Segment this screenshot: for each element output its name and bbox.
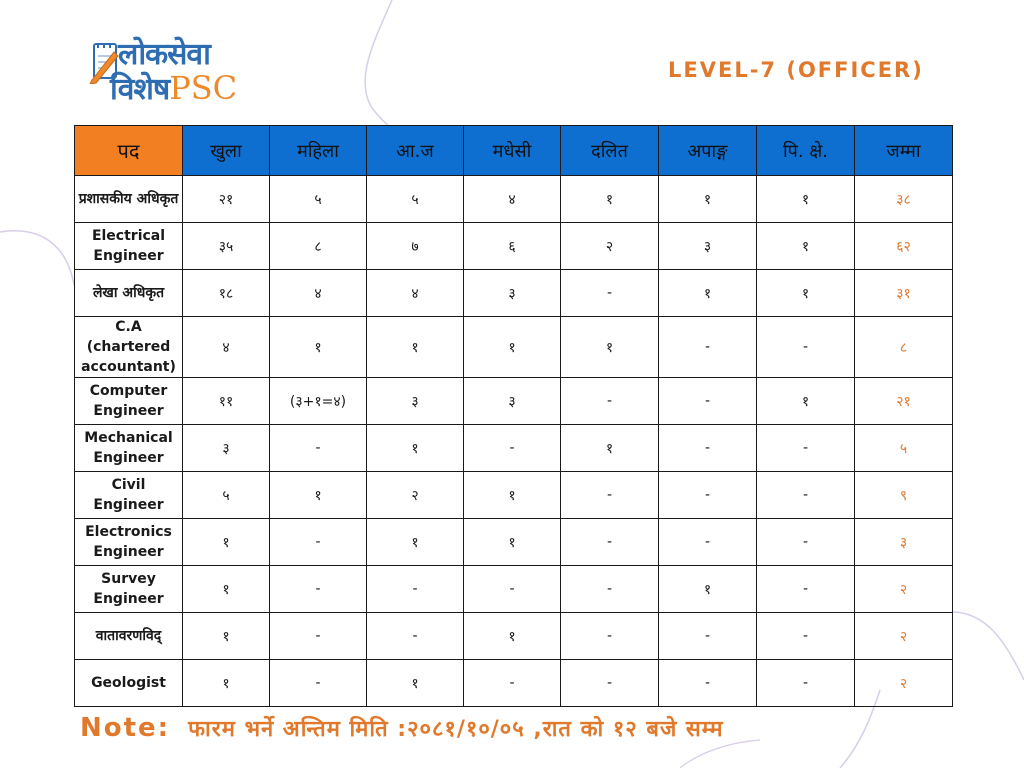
count-cell: - [561, 378, 659, 425]
level-heading: LEVEL-7 (OFFICER) [668, 58, 924, 82]
count-cell: १८ [183, 270, 270, 317]
table-row [75, 176, 953, 223]
count-cell: २१ [183, 176, 270, 223]
count-cell: ८ [270, 223, 367, 270]
count-cell: - [464, 660, 561, 707]
count-cell: - [464, 566, 561, 613]
count-cell: १ [183, 519, 270, 566]
count-cell: १ [183, 613, 270, 660]
table-row [75, 270, 953, 317]
header-total: जम्मा [855, 126, 953, 176]
note-text: फारम भर्ने अन्तिम मिति :२०८१/१०/०५ ,रात को १२ बजे सम्म [188, 717, 724, 742]
vacancy-table [74, 125, 953, 707]
count-cell: - [757, 519, 855, 566]
count-cell: ११ [183, 378, 270, 425]
table-row [75, 472, 953, 519]
count-cell: - [270, 519, 367, 566]
count-cell: १ [464, 519, 561, 566]
count-cell: ५ [183, 472, 270, 519]
count-cell: - [561, 519, 659, 566]
count-cell: - [561, 613, 659, 660]
note-label: Note: [80, 713, 171, 743]
header-open: खुला [183, 126, 270, 176]
logo [88, 38, 268, 108]
count-cell: - [659, 378, 757, 425]
count-cell: - [757, 317, 855, 378]
header-disabled: अपाङ्ग [659, 126, 757, 176]
total-cell: २१ [855, 378, 953, 425]
post-name-cell: C.A (chartered accountant) [75, 317, 183, 378]
count-cell: - [659, 472, 757, 519]
count-cell: - [757, 613, 855, 660]
total-cell: ३१ [855, 270, 953, 317]
count-cell: १ [659, 176, 757, 223]
count-cell: - [561, 660, 659, 707]
count-cell: - [464, 425, 561, 472]
count-cell: ३ [183, 425, 270, 472]
header-indigenous: आ.ज [367, 126, 464, 176]
logo-line-2-latin: PSC [169, 69, 238, 107]
table-header-row [75, 126, 953, 176]
count-cell: - [757, 472, 855, 519]
count-cell: ३ [464, 378, 561, 425]
count-cell: १ [464, 472, 561, 519]
count-cell: १ [367, 317, 464, 378]
count-cell: - [659, 613, 757, 660]
count-cell: १ [659, 270, 757, 317]
count-cell: - [367, 566, 464, 613]
count-cell: १ [270, 472, 367, 519]
header-post: पद [75, 126, 183, 176]
total-cell: ८ [855, 317, 953, 378]
count-cell: १ [270, 317, 367, 378]
count-cell: - [659, 660, 757, 707]
count-cell: ६ [464, 223, 561, 270]
count-cell: - [757, 566, 855, 613]
table-row [75, 519, 953, 566]
count-cell: - [270, 613, 367, 660]
count-cell: १ [561, 176, 659, 223]
table-row [75, 566, 953, 613]
table-row [75, 223, 953, 270]
table-row [75, 317, 953, 378]
count-cell: १ [367, 519, 464, 566]
post-name-cell: प्रशासकीय अधिकृत [75, 176, 183, 223]
count-cell: - [561, 566, 659, 613]
post-name-cell: वातावरणविद् [75, 613, 183, 660]
total-cell: २ [855, 613, 953, 660]
count-cell: ५ [270, 176, 367, 223]
count-cell: ४ [270, 270, 367, 317]
count-cell: (३+१=४) [270, 378, 367, 425]
count-cell: १ [757, 223, 855, 270]
post-name-cell: Electrical Engineer [75, 223, 183, 270]
count-cell: ३ [659, 223, 757, 270]
post-name-cell: Electronics Engineer [75, 519, 183, 566]
count-cell: - [367, 613, 464, 660]
count-cell: - [561, 472, 659, 519]
count-cell: - [757, 425, 855, 472]
total-cell: ३ [855, 519, 953, 566]
table-row [75, 378, 953, 425]
count-cell: ३ [367, 378, 464, 425]
count-cell: ५ [367, 176, 464, 223]
header-women: महिला [270, 126, 367, 176]
post-name-cell: लेखा अधिकृत [75, 270, 183, 317]
post-name-cell: Civil Engineer [75, 472, 183, 519]
deadline-note [80, 708, 724, 751]
count-cell: १ [561, 425, 659, 472]
logo-line-1: लोकसेवा [118, 37, 210, 72]
count-cell: १ [464, 613, 561, 660]
total-cell: २ [855, 566, 953, 613]
count-cell: २ [367, 472, 464, 519]
total-cell: ६२ [855, 223, 953, 270]
count-cell: - [659, 519, 757, 566]
count-cell: ४ [367, 270, 464, 317]
count-cell: - [270, 566, 367, 613]
post-name-cell: Mechanical Engineer [75, 425, 183, 472]
count-cell: ७ [367, 223, 464, 270]
count-cell: ३५ [183, 223, 270, 270]
header-backward-region: पि. क्षे. [757, 126, 855, 176]
count-cell: १ [757, 176, 855, 223]
count-cell: १ [367, 425, 464, 472]
header-dalit: दलित [561, 126, 659, 176]
count-cell: - [659, 317, 757, 378]
total-cell: ५ [855, 425, 953, 472]
count-cell: १ [367, 660, 464, 707]
table-row [75, 425, 953, 472]
count-cell: २ [561, 223, 659, 270]
total-cell: २ [855, 660, 953, 707]
table-row [75, 613, 953, 660]
count-cell: - [270, 660, 367, 707]
logo-line-2-devanagari: विशेष [110, 72, 170, 107]
count-cell: १ [464, 317, 561, 378]
count-cell: १ [183, 566, 270, 613]
count-cell: - [757, 660, 855, 707]
count-cell: ४ [464, 176, 561, 223]
count-cell: १ [757, 270, 855, 317]
count-cell: १ [183, 660, 270, 707]
post-name-cell: Survey Engineer [75, 566, 183, 613]
count-cell: १ [561, 317, 659, 378]
table-row [75, 660, 953, 707]
post-name-cell: Geologist [75, 660, 183, 707]
header-madhesi: मधेसी [464, 126, 561, 176]
count-cell: १ [659, 566, 757, 613]
count-cell: - [659, 425, 757, 472]
total-cell: ९ [855, 472, 953, 519]
count-cell: - [270, 425, 367, 472]
post-name-cell: Computer Engineer [75, 378, 183, 425]
logo-line-2 [110, 70, 237, 112]
count-cell: ४ [183, 317, 270, 378]
total-cell: ३८ [855, 176, 953, 223]
count-cell: ३ [464, 270, 561, 317]
count-cell: १ [757, 378, 855, 425]
count-cell: - [561, 270, 659, 317]
